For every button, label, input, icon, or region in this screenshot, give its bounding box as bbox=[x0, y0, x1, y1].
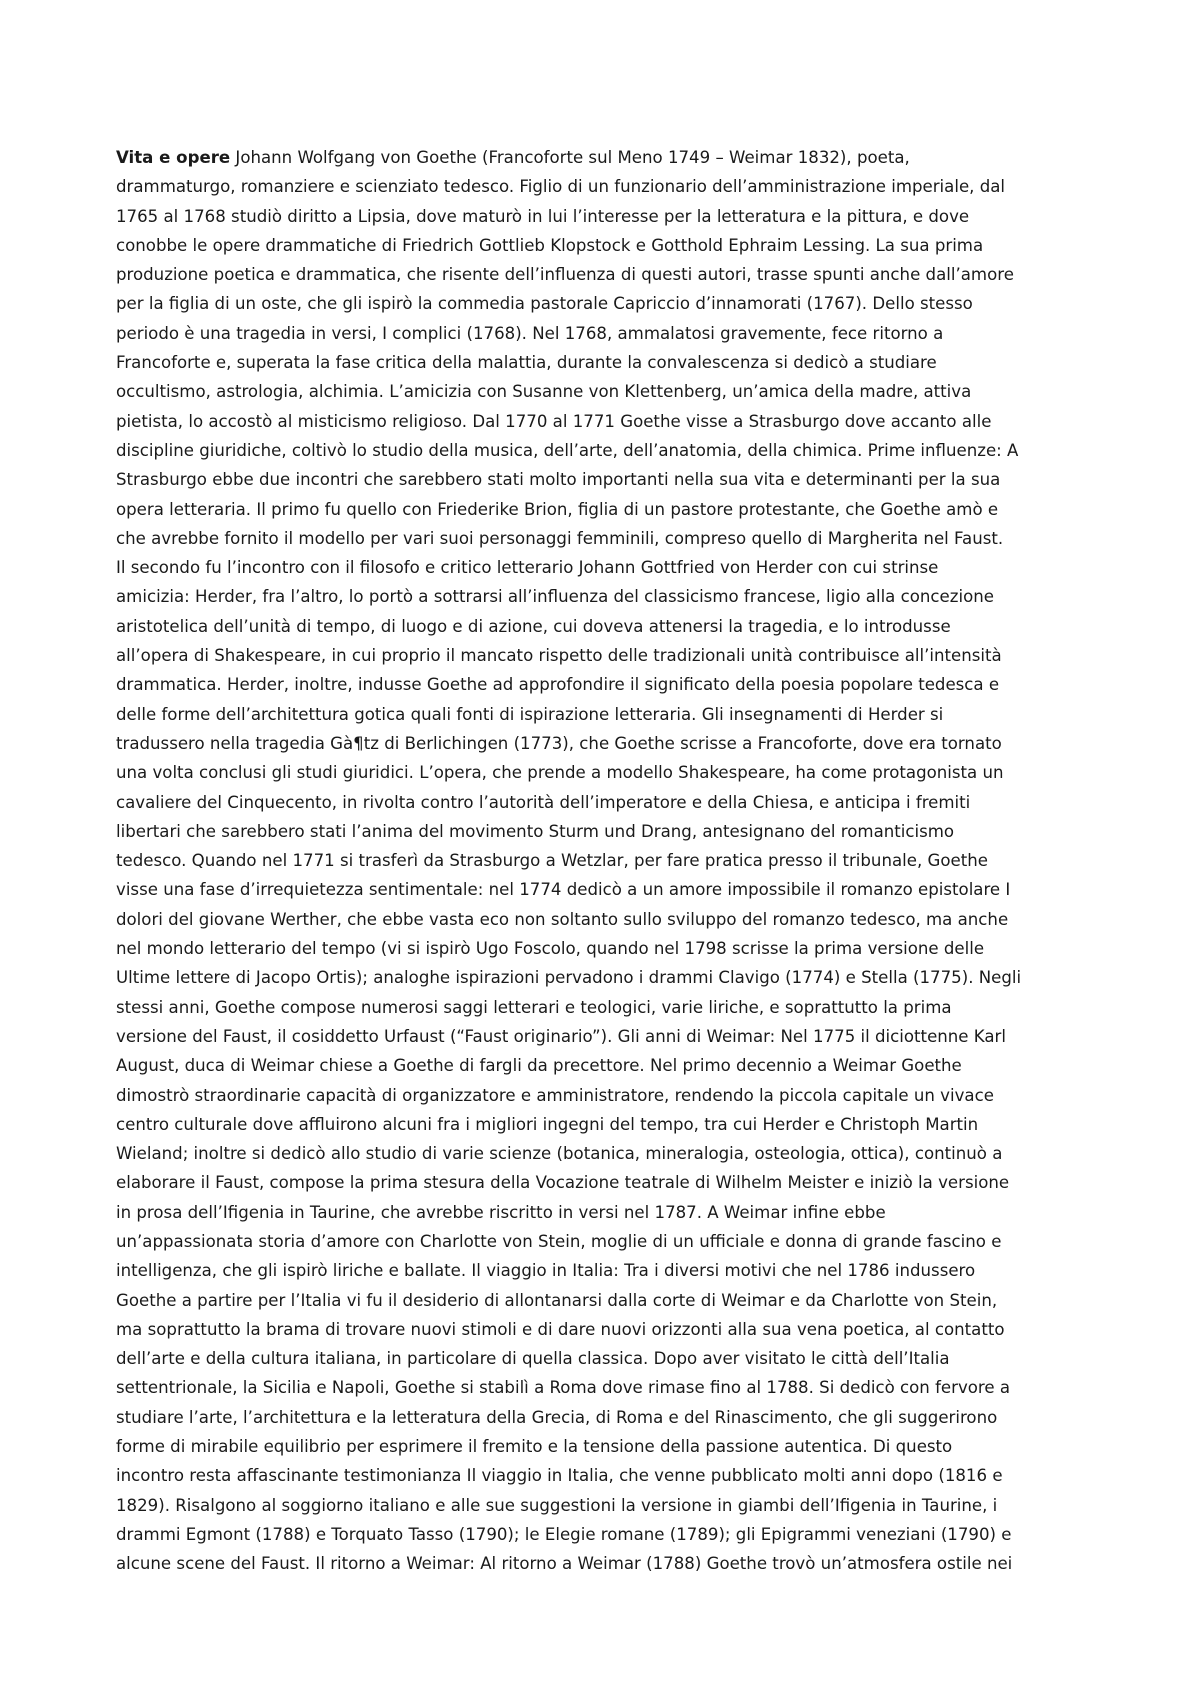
text-line bbox=[116, 729, 1096, 758]
line-text: conobbe le opere drammatiche di Friedrich Gottlieb Klopstock e Gotthold Ephraim Lessing. La sua prima bbox=[116, 235, 984, 255]
line-text: per la figlia di un oste, che gli ispirò la commedia pastorale Capriccio d’innamorati (1767). Dello stesso bbox=[116, 294, 973, 314]
text-line bbox=[116, 1520, 1096, 1549]
line-text: elaborare il Faust, compose la prima stesura della Vocazione teatrale di Wilhelm Meister e iniziò la versione bbox=[116, 1173, 1010, 1193]
line-text: amicizia: Herder, fra l’altro, lo portò a sottrarsi all’influenza del classicismo francese, ligio alla concezione bbox=[116, 587, 994, 607]
line-text: versione del Faust, il cosiddetto Urfaust (“Faust originario”). Gli anni di Weimar: Nel 1775 il diciottenne Karl bbox=[116, 1026, 1006, 1046]
line-text: 1765 al 1768 studiò diritto a Lipsia, dove maturò in lui l’interesse per la letteratura e la pittura, e dove bbox=[116, 206, 970, 226]
line-text: che avrebbe fornito il modello per vari suoi personaggi femminili, compreso quello di Margherita nel Faust. bbox=[116, 528, 1004, 548]
line-text: incontro resta affascinante testimonianza Il viaggio in Italia, che venne pubblicato molti anni dopo (1816 e bbox=[116, 1466, 1003, 1486]
line-text: drammatica. Herder, inoltre, indusse Goethe ad approfondire il significato della poesia popolare tedesca e bbox=[116, 675, 1000, 695]
text-line bbox=[116, 143, 1096, 172]
line-text: Strasburgo ebbe due incontri che sarebbero stati molto importanti nella sua vita e determinanti per la sua bbox=[116, 470, 1001, 490]
line-text: produzione poetica e drammatica, che risente dell’influenza di questi autori, trasse spunti anche dall’amore bbox=[116, 265, 1014, 285]
line-text: settentrionale, la Sicilia e Napoli, Goethe si stabilì a Roma dove rimase fino al 1788. Si dedicò con fervore a bbox=[116, 1378, 1011, 1398]
line-text: dimostrò straordinarie capacità di organizzatore e amministratore, rendendo la piccola capitale un vivace bbox=[116, 1085, 994, 1105]
line-text: occultismo, astrologia, alchimia. L’amicizia con Susanne von Klettenberg, un’amica della madre, attiva bbox=[116, 382, 972, 402]
line-text: dell’arte e della cultura italiana, in particolare di quella classica. Dopo aver visitato le città dell’Italia bbox=[116, 1349, 950, 1369]
line-text: Francoforte e, superata la fase critica della malattia, durante la convalescenza si dedicò a studiare bbox=[116, 353, 937, 373]
section-heading: Vita e opere bbox=[116, 148, 231, 167]
text-line bbox=[116, 700, 1096, 729]
text-line bbox=[116, 231, 1096, 260]
text-line bbox=[116, 260, 1096, 289]
text-line bbox=[116, 1549, 1096, 1578]
text-line bbox=[116, 963, 1096, 992]
line-text: all’opera di Shakespeare, in cui proprio il mancato rispetto delle tradizionali unità contribuisce all’intensità bbox=[116, 646, 1002, 666]
text-line bbox=[116, 934, 1096, 963]
text-line bbox=[116, 788, 1096, 817]
line-text: Il secondo fu l’incontro con il filosofo e critico letterario Johann Gottfried von Herder con cui strinse bbox=[116, 558, 939, 578]
text-line bbox=[116, 817, 1096, 846]
line-text: tradussero nella tragedia Gà¶tz di Berlichingen (1773), che Goethe scrisse a Francoforte, dove era tornato bbox=[116, 733, 1002, 753]
line-text: Johann Wolfgang von Goethe (Francoforte sul Meno 1749 – Weimar 1832), poeta, bbox=[230, 148, 910, 167]
text-line bbox=[116, 1256, 1096, 1285]
text-line bbox=[116, 1403, 1096, 1432]
text-line bbox=[116, 407, 1096, 436]
line-text: aristotelica dell’unità di tempo, di luogo e di azione, cui doveva attenersi la tragedia, e lo introdusse bbox=[116, 616, 951, 636]
line-text: studiare l’arte, l’architettura e la letteratura della Grecia, di Roma e del Rinascimento, che gli suggerirono bbox=[116, 1407, 998, 1427]
line-text: discipline giuridiche, coltivò lo studio della musica, dell’arte, dell’anatomia, della chimica. Prime influenze: A bbox=[116, 440, 1019, 460]
text-line bbox=[116, 1110, 1096, 1139]
text-line bbox=[116, 1139, 1096, 1168]
line-text: visse una fase d’irrequietezza sentimentale: nel 1774 dedicò a un amore impossibile il romanzo epistolare I bbox=[116, 880, 1011, 900]
text-line bbox=[116, 377, 1096, 406]
text-line bbox=[116, 1051, 1096, 1080]
line-text: alcune scene del Faust. Il ritorno a Weimar: Al ritorno a Weimar (1788) Goethe trovò un’atmosfera ostile nei bbox=[116, 1554, 1013, 1574]
text-line bbox=[116, 289, 1096, 318]
line-text: nel mondo letterario del tempo (vi si ispirò Ugo Foscolo, quando nel 1798 scrisse la prima versione delle bbox=[116, 939, 985, 959]
line-text: tedesco. Quando nel 1771 si trasferì da Strasburgo a Wetzlar, per fare pratica presso il tribunale, Goethe bbox=[116, 851, 988, 871]
text-line bbox=[116, 582, 1096, 611]
line-text: Ultime lettere di Jacopo Ortis); analoghe ispirazioni pervadono i drammi Clavigo (1774) e Stella (1775). Negli bbox=[116, 968, 1022, 988]
text-line bbox=[116, 465, 1096, 494]
text-line bbox=[116, 1286, 1096, 1315]
line-text: intelligenza, che gli ispirò liriche e ballate. Il viaggio in Italia: Tra i diversi motivi che nel 1786 indussero bbox=[116, 1261, 976, 1281]
line-text: opera letteraria. Il primo fu quello con Friederike Brion, figlia di un pastore protestante, che Goethe amò e bbox=[116, 499, 999, 519]
text-line bbox=[116, 553, 1096, 582]
line-text: August, duca di Weimar chiese a Goethe di fargli da precettore. Nel primo decennio a Weimar Goethe bbox=[116, 1056, 962, 1076]
line-text: 1829). Risalgono al soggiorno italiano e alle sue suggestioni la versione in giambi dell’Ifigenia in Taurine, i bbox=[116, 1495, 998, 1515]
text-line bbox=[116, 612, 1096, 641]
text-line bbox=[116, 846, 1096, 875]
text-line bbox=[116, 1022, 1096, 1051]
text-line bbox=[116, 1344, 1096, 1373]
line-text: drammaturgo, romanziere e scienziato tedesco. Figlio di un funzionario dell’amministrazione imperiale, dal bbox=[116, 177, 1006, 197]
line-text: pietista, lo accostò al misticismo religioso. Dal 1770 al 1771 Goethe visse a Strasburgo dove accanto alle bbox=[116, 411, 992, 431]
text-line bbox=[116, 172, 1096, 201]
text-line bbox=[116, 319, 1096, 348]
text-line bbox=[116, 1432, 1096, 1461]
text-line bbox=[116, 202, 1096, 231]
text-line bbox=[116, 758, 1096, 787]
text-line bbox=[116, 875, 1096, 904]
line-text: ma soprattutto la brama di trovare nuovi stimoli e di dare nuovi orizzonti alla sua vena poetica, al contatto bbox=[116, 1319, 1005, 1339]
text-line bbox=[116, 495, 1096, 524]
text-line bbox=[116, 1491, 1096, 1520]
line-text: dolori del giovane Werther, che ebbe vasta eco non soltanto sullo sviluppo del romanzo tedesco, ma anche bbox=[116, 909, 1009, 929]
line-text: stessi anni, Goethe compose numerosi saggi letterari e teologici, varie liriche, e soprattutto la prima bbox=[116, 997, 952, 1017]
text-line bbox=[116, 1198, 1096, 1227]
line-text: periodo è una tragedia in versi, I complici (1768). Nel 1768, ammalatosi gravemente, fece ritorno a bbox=[116, 323, 944, 343]
text-line bbox=[116, 1081, 1096, 1110]
line-text: in prosa dell’Ifigenia in Taurine, che avrebbe riscritto in versi nel 1787. A Weimar infine ebbe bbox=[116, 1202, 886, 1222]
text-line bbox=[116, 348, 1096, 377]
text-line bbox=[116, 905, 1096, 934]
body-text bbox=[116, 143, 1096, 1579]
text-line bbox=[116, 524, 1096, 553]
text-line bbox=[116, 993, 1096, 1022]
text-line bbox=[116, 1461, 1096, 1490]
line-text: una volta conclusi gli studi giuridici. L’opera, che prende a modello Shakespeare, ha come protagonista un bbox=[116, 763, 1004, 783]
line-text: un’appassionata storia d’amore con Charlotte von Stein, moglie di un ufficiale e donna di grande fascino e bbox=[116, 1231, 1002, 1251]
line-text: drammi Egmont (1788) e Torquato Tasso (1790); le Elegie romane (1789); gli Epigrammi veneziani (1790) e bbox=[116, 1524, 1012, 1544]
text-line bbox=[116, 436, 1096, 465]
line-text: centro culturale dove affluirono alcuni fra i migliori ingegni del tempo, tra cui Herder e Christoph Martin bbox=[116, 1114, 979, 1134]
text-line bbox=[116, 641, 1096, 670]
text-line bbox=[116, 1373, 1096, 1402]
text-line bbox=[116, 1227, 1096, 1256]
line-text: delle forme dell’architettura gotica quali fonti di ispirazione letteraria. Gli insegnamenti di Herder si bbox=[116, 704, 944, 724]
line-text: forme di mirabile equilibrio per esprimere il fremito e la tensione della passione autentica. Di questo bbox=[116, 1437, 953, 1457]
line-text: libertari che sarebbero stati l’anima del movimento Sturm und Drang, antesignano del romanticismo bbox=[116, 821, 955, 841]
line-text: Goethe a partire per l’Italia vi fu il desiderio di allontanarsi dalla corte di Weimar e da Charlotte von Stein, bbox=[116, 1290, 998, 1310]
text-line bbox=[116, 1315, 1096, 1344]
text-line bbox=[116, 1168, 1096, 1197]
text-line bbox=[116, 670, 1096, 699]
line-text: Wieland; inoltre si dedicò allo studio di varie scienze (botanica, mineralogia, osteologia, ottica), continuò a bbox=[116, 1144, 1003, 1164]
line-text: cavaliere del Cinquecento, in rivolta contro l’autorità dell’imperatore e della Chiesa, e anticipa i fremiti bbox=[116, 792, 971, 812]
